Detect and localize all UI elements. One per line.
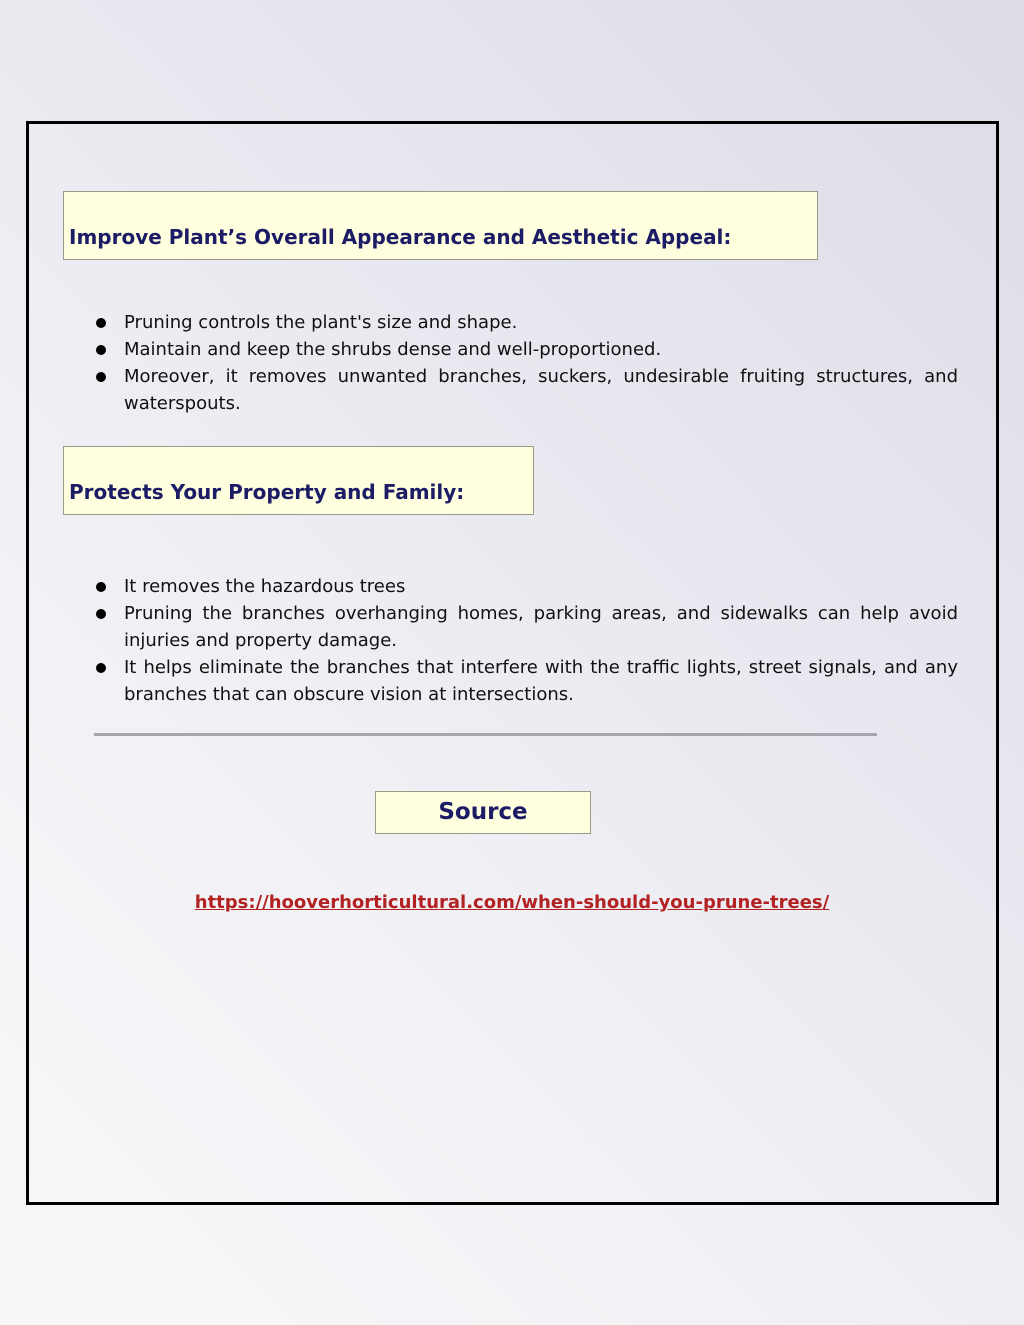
list-item xyxy=(96,573,958,600)
list-item xyxy=(96,654,958,708)
list-item xyxy=(96,363,958,417)
appearance-bullet-list xyxy=(96,309,958,417)
source-heading-box xyxy=(375,791,591,834)
section-heading-property xyxy=(63,446,534,515)
list-item-text: Pruning the branches overhanging homes, parking areas, and sidewalks can help avoid injuries and property damage. xyxy=(124,603,958,651)
property-bullet-list xyxy=(96,573,958,708)
list-item-text: Maintain and keep the shrubs dense and well-proportioned. xyxy=(124,339,662,360)
section-heading-appearance xyxy=(63,191,818,260)
list-item-text: It removes the hazardous trees xyxy=(124,576,406,597)
section-heading-appearance-text: Improve Plant’s Overall Appearance and Aesthetic Appeal: xyxy=(69,225,732,249)
bullet-icon xyxy=(96,582,106,592)
list-item xyxy=(96,336,958,363)
list-item-text: Moreover, it removes unwanted branches, suckers, undesirable fruiting structures, and waterspouts. xyxy=(124,366,958,414)
list-item xyxy=(96,309,958,336)
bullet-icon xyxy=(96,372,106,382)
source-link[interactable]: https://hooverhorticultural.com/when-should-you-prune-trees/ xyxy=(194,892,830,913)
list-item xyxy=(96,600,958,654)
bullet-icon xyxy=(96,345,106,355)
list-item-text: Pruning controls the plant's size and shape. xyxy=(124,312,518,333)
bullet-icon xyxy=(96,609,106,619)
horizontal-divider xyxy=(94,733,877,736)
bullet-icon xyxy=(96,663,106,673)
source-link-row xyxy=(0,890,1024,916)
section-heading-property-text: Protects Your Property and Family: xyxy=(69,480,465,504)
list-item-text: It helps eliminate the branches that interfere with the traffic lights, street signals, and any branches that can obscure vision at intersections. xyxy=(124,657,958,705)
source-heading: Source xyxy=(438,799,528,825)
bullet-icon xyxy=(96,318,106,328)
